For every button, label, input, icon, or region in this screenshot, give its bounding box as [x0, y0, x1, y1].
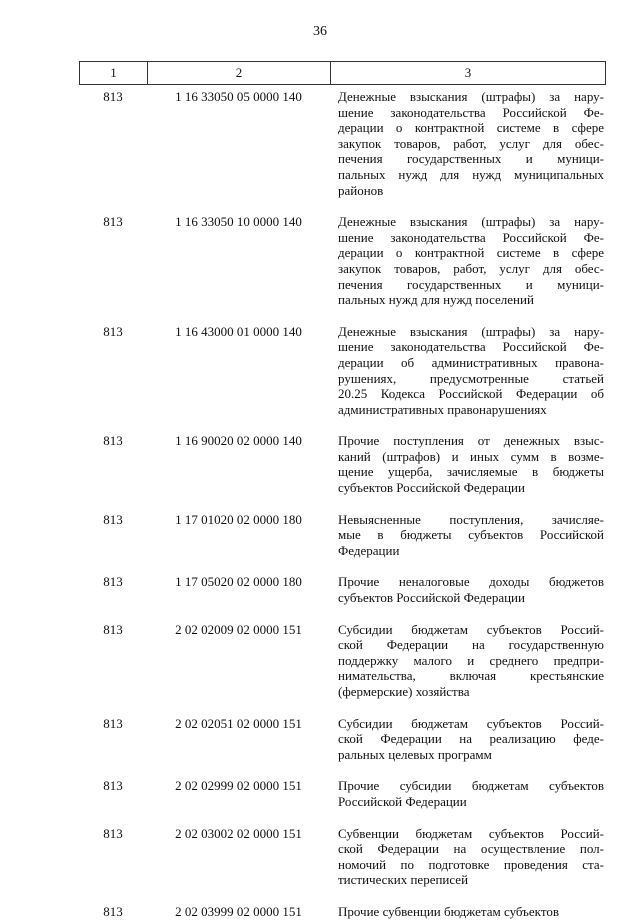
description-line: мые в бюджеты субъектов Российской: [338, 527, 604, 543]
table-row: [79, 716, 606, 763]
description-line: субъектов Российской Федерации: [338, 590, 525, 606]
description-line: Субвенции бюджетам субъектов Россий-: [338, 825, 604, 841]
description-cell: [330, 778, 606, 809]
description-cell: [330, 433, 606, 495]
description-line: Невыясненные поступления, зачисляе-: [338, 511, 604, 527]
description-line: номочий по подготовке проведения ста-: [338, 856, 604, 872]
description-line: ской Федерации на государственную: [338, 637, 604, 653]
description-line: Денежные взыскания (штрафы) за нару-: [338, 214, 604, 230]
table-header: [79, 61, 606, 85]
revenue-code-cell: 2 02 02999 02 0000 151: [175, 778, 302, 794]
header-col-1: 1: [80, 62, 148, 84]
admin-code-cell: 813: [103, 778, 123, 794]
admin-code-cell: 813: [103, 89, 123, 104]
description-cell: [330, 324, 606, 418]
table-body: [79, 89, 606, 920]
description-cell: [330, 89, 606, 198]
description-line: Субсидии бюджетам субъектов Россий-: [338, 715, 604, 731]
description-line: печения государственных и муници-: [338, 151, 604, 167]
header-col-3: 3: [464, 65, 472, 80]
description-cell: [330, 574, 606, 605]
table-row: [79, 89, 606, 198]
description-line: дерации о контрактной системе в сфере: [338, 120, 604, 136]
description-line: административных правонарушениях: [338, 401, 547, 417]
description-cell: [330, 622, 606, 700]
admin-code-cell: 813: [103, 621, 123, 637]
description-line: Денежные взыскания (штрафы) за нару-: [338, 323, 604, 339]
revenue-code-cell: 1 16 33050 10 0000 140: [175, 214, 302, 230]
revenue-code-cell: 1 17 05020 02 0000 180: [175, 574, 302, 590]
admin-code-cell: 813: [103, 574, 123, 590]
table-row: [79, 324, 606, 418]
table-row: [79, 433, 606, 495]
revenue-code-cell: 1 16 90020 02 0000 140: [175, 433, 302, 449]
table-row: [79, 826, 606, 888]
description-line: Прочие субсидии бюджетам субъектов: [338, 778, 604, 794]
description-cell: [330, 214, 606, 308]
description-line: шение законодательства Российской Фе-: [338, 104, 604, 120]
description-line: районов: [338, 182, 384, 198]
description-line: шение законодательства Российской Фе-: [338, 339, 604, 355]
description-line: поддержку малого и среднего предпри-: [338, 652, 604, 668]
table-row: [79, 214, 606, 308]
revenue-code-cell: 2 02 03999 02 0000 151: [175, 903, 302, 919]
description-line: щение ущерба, зачисляемые в бюджеты: [338, 464, 604, 480]
description-line: Прочие субвенции бюджетам субъектов: [338, 903, 559, 919]
description-line: рушениях, предусмотренные статьей: [338, 370, 604, 386]
description-line: закупок товаров, работ, услуг для обес-: [338, 135, 604, 151]
admin-code-cell: 813: [103, 214, 123, 230]
description-cell: [330, 826, 606, 888]
description-line: Федерации: [338, 542, 400, 558]
description-line: ской Федерации на осуществление пол-: [338, 841, 604, 857]
description-line: пальных нужд для нужд поселений: [338, 292, 534, 308]
description-line: Субсидии бюджетам субъектов Россий-: [338, 621, 604, 637]
description-line: нимательства, включая крестьянские: [338, 668, 604, 684]
page-number: 36: [313, 24, 327, 39]
table-row: [79, 904, 606, 920]
admin-code-cell: 813: [103, 825, 123, 841]
description-line: Прочие поступления от денежных взыс-: [338, 433, 604, 449]
description-line: каний (штрафов) и иных сумм в возме-: [338, 448, 604, 464]
admin-code-cell: 813: [103, 511, 123, 527]
description-line: Денежные взыскания (штрафы) за нару-: [338, 89, 604, 104]
revenue-code-cell: 1 16 43000 01 0000 140: [175, 323, 302, 339]
revenue-code-cell: 2 02 03002 02 0000 151: [175, 825, 302, 841]
revenue-code-cell: 2 02 02051 02 0000 151: [175, 715, 302, 731]
admin-code-cell: 813: [103, 323, 123, 339]
description-line: закупок товаров, работ, услуг для обес-: [338, 260, 604, 276]
description-line: дерации о контрактной системе в сфере: [338, 245, 604, 261]
description-line: (фермерские) хозяйства: [338, 684, 470, 699]
table-row: [79, 778, 606, 809]
description-line: пальных нужд для нужд муниципальных: [338, 166, 604, 182]
description-line: печения государственных и муници-: [338, 276, 604, 292]
description-line: Прочие неналоговые доходы бюджетов: [338, 574, 604, 590]
description-line: дерации об административных правона-: [338, 354, 604, 370]
header-col-2: 2: [148, 62, 331, 84]
description-cell: [330, 904, 606, 920]
description-line: тистических переписей: [338, 872, 469, 888]
table-row: [79, 512, 606, 559]
description-line: субъектов Российской Федерации: [338, 480, 525, 496]
table-row: [79, 622, 606, 700]
description-line: ской Федерации на реализацию феде-: [338, 731, 604, 747]
revenue-code-cell: 1 16 33050 05 0000 140: [175, 89, 302, 104]
revenue-code-cell: 1 17 01020 02 0000 180: [175, 511, 302, 527]
description-cell: [330, 512, 606, 559]
description-line: ральных целевых программ: [338, 746, 492, 762]
description-cell: [330, 716, 606, 763]
description-line: шение законодательства Российской Фе-: [338, 229, 604, 245]
admin-code-cell: 813: [103, 715, 123, 731]
admin-code-cell: 813: [103, 433, 123, 449]
table-row: [79, 574, 606, 605]
admin-code-cell: 813: [103, 903, 123, 919]
description-line: 20.25 Кодекса Российской Федерации об: [338, 386, 604, 402]
description-line: Российской Федерации: [338, 793, 467, 809]
revenue-code-cell: 2 02 02009 02 0000 151: [175, 621, 302, 637]
